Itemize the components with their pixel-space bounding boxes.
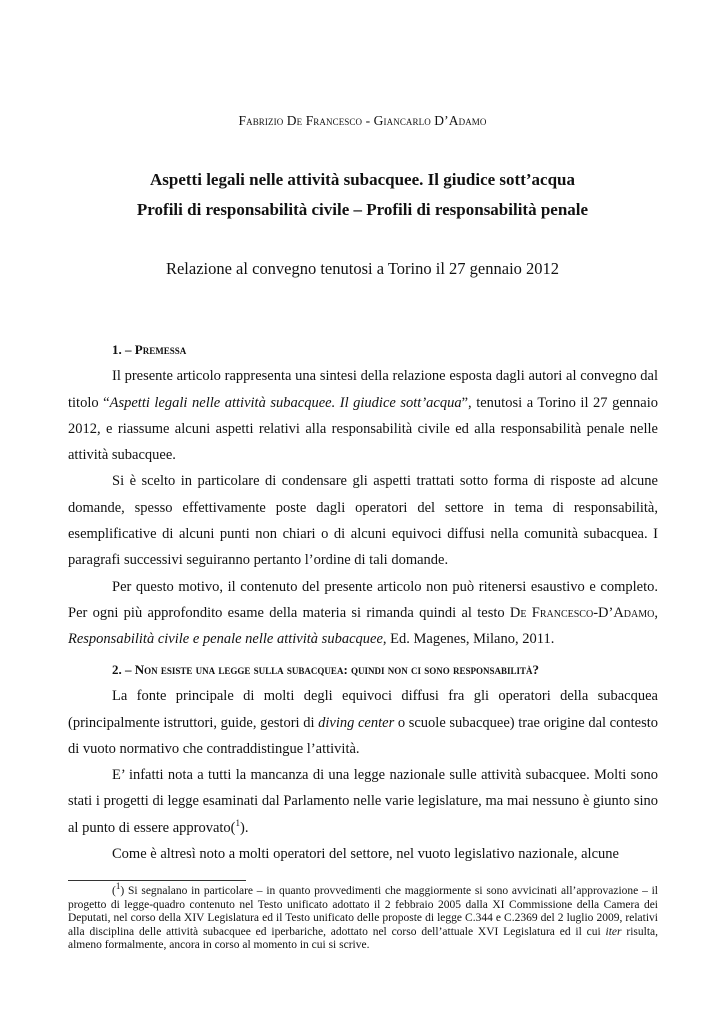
text-run: o scuole subacquee) trae origine dal contesto di vuoto normativo che contraddistingue l’attività. — [68, 714, 658, 757]
text-run: Il presente articolo rappresenta una sintesi della relazione esposta dagli autori al convegno dal titolo “ — [68, 368, 658, 411]
section-2-paragraph-2 — [68, 762, 658, 841]
section-2-title: Non esiste una legge sulla subacquea: quindi non ci sono responsabilità? — [134, 662, 540, 677]
text-run: ”, tenutosi a Torino il 27 gennaio 2012, e riassume alcuni aspetti relativi alla responsabilità civile ed alla responsabilità penale nelle attività subacquee. — [68, 394, 658, 464]
title-line-1: Aspetti legali nelle attività subacquee. Il giudice sott’acqua — [150, 170, 575, 189]
small-caps-run: De Francesco-D’Adamo — [509, 604, 655, 621]
section-1 — [68, 337, 658, 653]
text-run: ). — [240, 819, 249, 836]
italic-run: Responsabilità civile e penale nelle attività subacquee — [68, 631, 383, 648]
text-run: , Ed. Magenes, Milano, 2011. — [382, 631, 555, 648]
text-run: , — [654, 604, 658, 621]
text-run: Per questo motivo, il contenuto del presente articolo non può ritenersi esaustivo e completo. Per ogni più approfondito esame della materia si rimanda quindi al testo — [68, 578, 658, 621]
title-line-2: Profili di responsabilità civile – Profili di responsabilità penale — [136, 200, 589, 219]
text-run: La fonte principale di molti degli equivoci diffusi fra gli operatori della subacquea (principalmente istruttori, guide, gestori di — [68, 688, 658, 731]
author-separator: - — [362, 113, 374, 128]
text-run: E’ infatti nota a tutti la mancanza di una legge nazionale sulle attività subacquee. Molti sono stati i progetti di legge esaminati dal Parlamento nelle varie legislature, ma mai nessuno è giunto sino al punto di essere approvato( — [68, 767, 658, 836]
section-2-heading — [68, 657, 658, 683]
conference-line: Relazione al convegno tenutosi a Torino il 27 gennaio 2012 — [165, 259, 560, 278]
section-1-title: Premessa — [134, 342, 187, 357]
section-2-paragraph-3: Come è altresì noto a molti operatori del settore, nel vuoto legislativo nazionale, alcune — [112, 846, 619, 863]
footnote-divider — [68, 880, 246, 881]
italic-run: diving center — [318, 714, 395, 731]
authors-line — [0, 113, 725, 129]
section-2-paragraph-1 — [68, 683, 658, 762]
section-1-paragraph-1 — [68, 363, 658, 468]
text-run: risulta, almeno formalmente, ancora in corso al momento in cui si scrive. — [68, 925, 658, 951]
footnote-number: 1 — [115, 881, 121, 892]
footnote-ref[interactable]: 1 — [235, 817, 241, 828]
text-run: Si segnalano in particolare – in quanto provvedimenti che maggiormente si sono avvicinati all’approvazione – il progetto di legge-quadro contenuto nel Testo unificato adottato il 2 febbraio 2005 dalla XI Commissione della Camera dei Deputati, nel corso della XIV Legislatura ed il Testo unificato delle proposte di legge C.344 e C.2369 del 2 luglio 2009, relativi alla disciplina delle attività subacquee ed iperbariche, adottato nel corso dell’attuale XVI Legislatura ed il cui — [68, 885, 658, 938]
section-1-heading — [68, 337, 658, 363]
italic-run: iter — [605, 925, 622, 938]
author-1: Fabrizio De Francesco — [238, 113, 363, 128]
text-run: ) — [120, 885, 125, 897]
footnote-1 — [68, 881, 658, 953]
section-1-paragraph-2: Si è scelto in particolare di condensare gli aspetti trattati sotto forma di risposte ad alcune domande, spesso effettivamente poste dagli operatori del settore in tema di responsabilità, esemplificative di alcuni punti non chiari o di alcuni equivoci diffusi nella comunità subacquea. I paragrafi successivi seguiranno pertanto l’ordine di tali domande. — [68, 473, 658, 569]
author-2: Giancarlo D’Adamo — [373, 113, 487, 128]
section-1-number: 1. – — [112, 342, 135, 357]
section-2 — [68, 657, 658, 867]
footnote-text — [68, 881, 658, 953]
italic-run: Aspetti legali nelle attività subacquee. Il giudice sott’acqua — [109, 394, 462, 411]
text-run: ( — [112, 885, 116, 897]
section-1-paragraph-3 — [68, 574, 658, 653]
section-2-number: 2. – — [112, 662, 135, 677]
